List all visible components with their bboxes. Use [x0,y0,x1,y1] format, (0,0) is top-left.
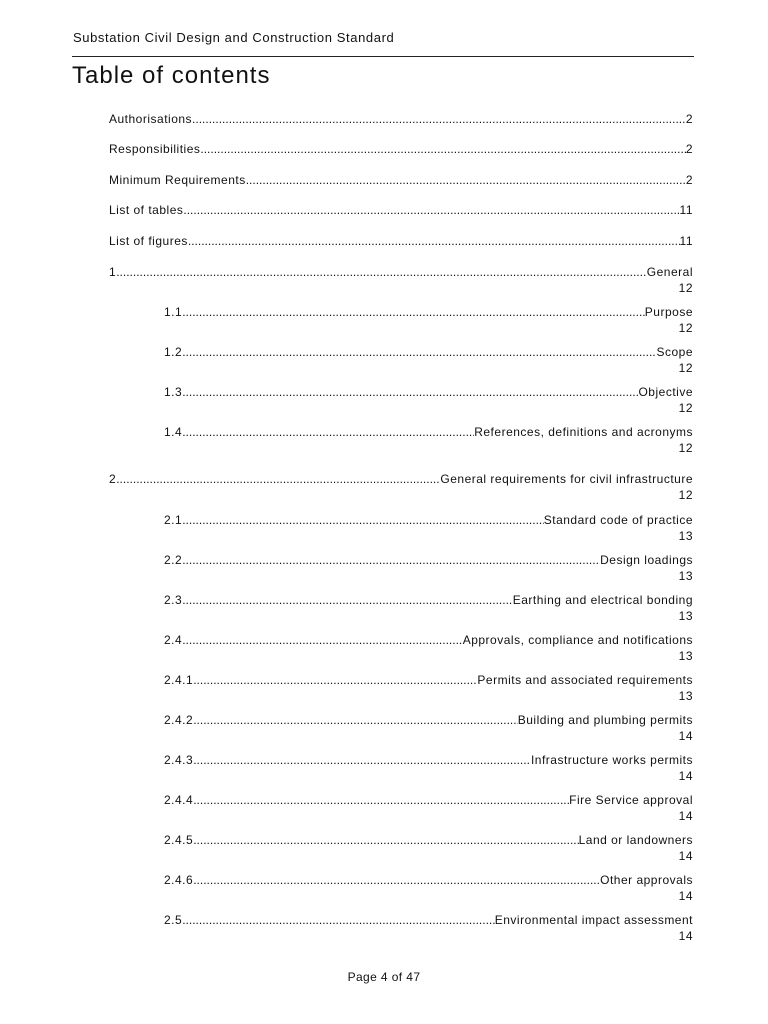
toc-entry-number: 1.3 [164,385,183,399]
toc-entry-number: 2 [109,472,117,486]
toc-entry-number: 2.4.3 [164,753,194,767]
toc-entry[interactable] [109,172,693,188]
toc-entry-line [164,792,693,808]
toc-page-line [164,928,693,944]
toc-page-number: 14 [678,729,693,743]
toc-page-number: 12 [678,488,693,502]
toc-entry[interactable] [164,752,693,784]
toc-entry[interactable] [109,141,693,157]
toc-entry-title: References, definitions and acronyms [474,425,693,439]
toc-dot-leader [182,912,495,928]
toc-entry[interactable] [164,592,693,624]
toc-entry[interactable] [164,552,693,584]
toc-page-line [164,568,693,584]
toc-page-number: 12 [678,401,693,415]
toc-page-number: 12 [678,361,693,375]
toc-entry-title: Earthing and electrical bonding [512,593,693,607]
toc-dot-leader [116,264,647,280]
toc-entry[interactable] [164,832,693,864]
toc-entry[interactable] [164,512,693,544]
toc-page-line [164,360,693,376]
toc-entry-number: 2.4.1 [164,673,194,687]
toc-dot-leader [182,632,463,648]
toc-page-line [164,528,693,544]
toc-page-number: 14 [678,849,693,863]
toc-entry-title: Fire Service approval [569,793,693,807]
toc-page-number: 11 [679,234,693,248]
page-number: Page 4 of 47 [347,970,421,984]
toc-entry-title: Building and plumbing permits [517,713,693,727]
toc-entry[interactable] [164,792,693,824]
toc-page-line [164,440,693,456]
toc-entry-line [109,264,693,280]
toc-entry[interactable] [164,384,693,416]
toc-entry-line [164,592,693,608]
toc-dot-leader [192,111,686,127]
toc-entry-number: List of tables [109,203,184,217]
toc-entry-number: 2.1 [164,513,183,527]
toc-entry[interactable] [164,344,693,376]
toc-entry-line [109,172,693,188]
toc-entry-title: Land or landowners [578,833,693,847]
toc-entry-line [164,672,693,688]
toc-entry-number: 2.4.5 [164,833,194,847]
toc-entry-line [164,912,693,928]
toc-dot-leader [193,792,569,808]
toc-page-line [164,648,693,664]
header-divider [72,56,694,57]
toc-page-number: 12 [678,321,693,335]
toc-entry-line [164,344,693,360]
running-header: Substation Civil Design and Construction Standard [73,30,395,45]
toc-entry-title: Standard code of practice [543,513,693,527]
toc-entry[interactable] [109,202,693,218]
toc-entry-number: Responsibilities [109,142,201,156]
toc-entry-line [109,233,693,249]
toc-dot-leader [183,202,679,218]
toc-page-number: 14 [678,889,693,903]
toc-entry-number: 2.3 [164,593,183,607]
toc-dot-leader [182,344,656,360]
toc-page-number: 13 [678,609,693,623]
toc-dot-leader [193,672,477,688]
toc-entry-line [164,752,693,768]
toc-dot-leader [193,872,600,888]
toc-entry-title: Objective [638,385,693,399]
toc-page-number: 14 [678,929,693,943]
toc-entry[interactable] [164,424,693,456]
toc-dot-leader [182,592,513,608]
toc-entry-line [164,512,693,528]
toc-entry[interactable] [164,912,693,944]
toc-page-number: 13 [678,529,693,543]
toc-entry-title: General requirements for civil infrastructure [440,472,693,486]
toc-dot-leader [182,512,544,528]
toc-dot-leader [246,172,686,188]
toc-entry-number: 2.5 [164,913,183,927]
toc-page-number: 11 [679,203,693,217]
toc-entry[interactable] [109,233,693,249]
toc-dot-leader [193,752,531,768]
toc-page-line [164,400,693,416]
toc-page-line [164,808,693,824]
toc-entry-number: 2.4.6 [164,873,194,887]
toc-entry-number: List of figures [109,234,188,248]
page-title: Table of contents [72,62,271,89]
toc-entry-title: Permits and associated requirements [477,673,693,687]
toc-page-number: 12 [678,441,693,455]
toc-entry-title: Environmental impact assessment [494,913,693,927]
toc-page-line [164,320,693,336]
toc-page-line [109,487,693,503]
toc-dot-leader [182,552,600,568]
toc-entry-line [164,832,693,848]
toc-entry-line [109,111,693,127]
toc-entry-number: 1.1 [164,305,183,319]
toc-dot-leader [182,384,638,400]
toc-entry-title: Approvals, compliance and notifications [462,633,693,647]
toc-entry-title: Design loadings [600,553,693,567]
toc-page-line [164,728,693,744]
toc-entry[interactable] [109,264,693,296]
toc-entry-number: 1.4 [164,425,183,439]
toc-entry-title: Infrastructure works permits [530,753,693,767]
toc-dot-leader [193,832,578,848]
toc-dot-leader [182,424,474,440]
toc-page-number: 2 [685,142,693,156]
toc-page-line [164,848,693,864]
toc-entry-line [109,471,693,487]
toc-page-line [164,888,693,904]
toc-entry[interactable] [164,672,693,704]
toc-entry-line [164,304,693,320]
toc-entry-title: Purpose [644,305,693,319]
toc-entry-title: Other approvals [600,873,693,887]
toc-page-line [164,608,693,624]
toc-entry[interactable] [164,712,693,744]
toc-entry-number: 2.4.4 [164,793,194,807]
toc-entry-line [164,424,693,440]
toc-entry-number: 2.4.2 [164,713,194,727]
toc-entry[interactable] [164,872,693,904]
toc-page-number: 2 [685,173,693,187]
toc-entry-line [164,552,693,568]
toc-entry-number: 2.2 [164,553,183,567]
toc-page-number: 14 [678,769,693,783]
toc-page-number: 12 [678,281,693,295]
toc-entry-line [164,872,693,888]
toc-page-number: 13 [678,689,693,703]
toc-page-number: 2 [685,112,693,126]
toc-entry-line [164,712,693,728]
toc-page-line [164,688,693,704]
toc-entry[interactable] [164,632,693,664]
toc-entry-title: General [646,265,693,279]
toc-page-line [164,768,693,784]
toc-entry-number: 1 [109,265,117,279]
toc-page-number: 13 [678,569,693,583]
toc-dot-leader [193,712,518,728]
toc-page-number: 14 [678,809,693,823]
toc-dot-leader [200,141,685,157]
toc-entry[interactable] [164,304,693,336]
toc-page-number: 13 [678,649,693,663]
toc-entry-line [109,141,693,157]
toc-entry-line [109,202,693,218]
toc-entry-line [164,384,693,400]
toc-entry-line [164,632,693,648]
toc-entry-number: Authorisations [109,112,193,126]
toc-page-line [109,280,693,296]
toc-entry[interactable] [109,111,693,127]
toc-dot-leader [182,304,645,320]
toc-dot-leader [188,233,680,249]
toc-entry-number: Minimum Requirements [109,173,246,187]
toc-dot-leader [116,471,440,487]
toc-entry-number: 2.4 [164,633,183,647]
toc-entry-title: Scope [656,345,693,359]
toc-entry-number: 1.2 [164,345,183,359]
toc-entry[interactable] [109,471,693,503]
